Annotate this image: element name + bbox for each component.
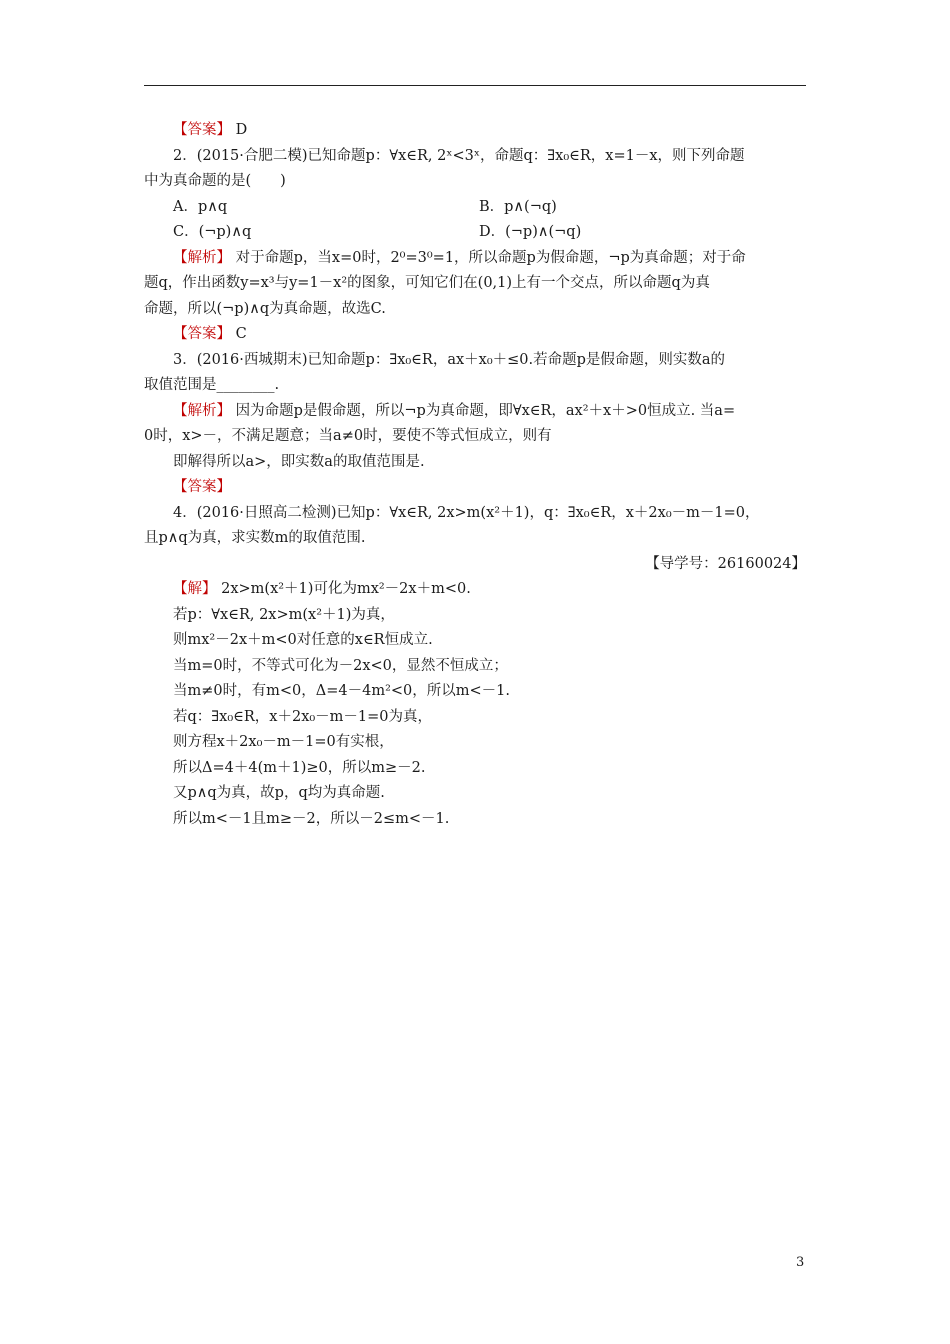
question-2-line-2: 中为真命题的是( ) <box>144 173 286 189</box>
question-3-line-2: 取值范围是________. <box>144 377 280 393</box>
analysis-line-4: 【解析】 因为命题p是假命题，所以¬p为真命题，即∀x∈R，ax²＋x＋>0恒成立. 当a= <box>173 402 736 419</box>
answer-tag: 【答案】 <box>173 122 231 138</box>
guide-number: 【导学号：26160024】 <box>645 555 806 572</box>
analysis-line-2: 题q，作出函数y=x³与y=1－x²的图象，可知它们在(0,1)上有一个交点，所以命题q为真 <box>144 275 710 291</box>
question-4-line-2: 且p∧q为真，求实数m的取值范围. <box>144 530 366 546</box>
solution-line-9: 又p∧q为真，故p，q均为真命题. <box>173 785 385 801</box>
solution-line-5: 当m≠0时，有m<0，Δ=4－4m²<0，所以m<－1. <box>173 683 510 699</box>
question-3-line-1: 3．(2016·西城期末)已知命题p：∃x₀∈R，ax＋x₀＋≤0.若命题p是假命题，则实数a的 <box>173 351 726 368</box>
page-number: 3 <box>796 1255 805 1270</box>
header-rule <box>144 85 806 86</box>
option-d: D．(¬p)∧(¬q) <box>479 224 582 240</box>
option-a: A．p∧q <box>173 198 228 215</box>
answer-line-1: 【答案】 D <box>173 122 248 138</box>
answer-line-2: 【答案】 C <box>173 326 247 342</box>
solution-line-8: 所以Δ=4＋4(m＋1)≥0，所以m≥－2. <box>173 759 426 776</box>
analysis-line-3: 命题，所以(¬p)∧q为真命题，故选C. <box>144 300 386 317</box>
solution-line-7: 则方程x＋2x₀－m－1=0有实根， <box>173 734 394 750</box>
analysis-tag: 【解析】 <box>173 249 231 266</box>
solution-tag: 【解】 <box>173 581 217 597</box>
answer-line-3 <box>144 475 806 501</box>
solution-line-2: 若p：∀x∈R, 2x>m(x²＋1)为真， <box>173 606 395 623</box>
analysis-line-6: 即解得所以a>，即实数a的取值范围是. <box>173 453 425 470</box>
question-4-line-1: 4．(2016·日照高二检测)已知p：∀x∈R, 2x>m(x²＋1)，q：∃x₀∈R，x＋2x₀－m－1=0， <box>173 504 760 521</box>
option-b: B．p∧(¬q) <box>479 198 557 215</box>
question-2-options-row-2 <box>144 220 806 246</box>
question-2-line-1: 2．(2015·合肥二模)已知命题p：∀x∈R, 2ˣ<3ˣ，命题q：∃x₀∈R，x=1－x，则下列命题 <box>173 147 745 164</box>
question-2-options-row-1 <box>144 195 806 221</box>
answer-tag: 【答案】 <box>173 326 231 342</box>
document-body <box>144 118 806 832</box>
analysis-line-5: 0时，x>－，不满足题意；当a≠0时，要使不等式恒成立，则有 <box>144 428 552 444</box>
analysis-tag: 【解析】 <box>173 402 231 419</box>
solution-line-6: 若q：∃x₀∈R，x＋2x₀－m－1=0为真， <box>173 708 433 725</box>
solution-line-1: 【解】 2x>m(x²＋1)可化为mx²－2x＋m<0. <box>173 581 471 597</box>
solution-line-10: 所以m<－1且m≥－2，所以－2≤m<－1. <box>173 810 450 827</box>
option-c: C．(¬p)∧q <box>173 224 252 240</box>
solution-line-4: 当m=0时，不等式可化为－2x<0，显然不恒成立； <box>173 657 508 674</box>
analysis-line-1: 【解析】 对于命题p，当x=0时，2⁰=3⁰=1，所以命题p为假命题，¬p为真命题；对于命 <box>173 249 746 266</box>
answer-tag: 【答案】 <box>173 479 231 495</box>
solution-line-3: 则mx²－2x＋m<0对任意的x∈R恒成立. <box>173 632 433 648</box>
